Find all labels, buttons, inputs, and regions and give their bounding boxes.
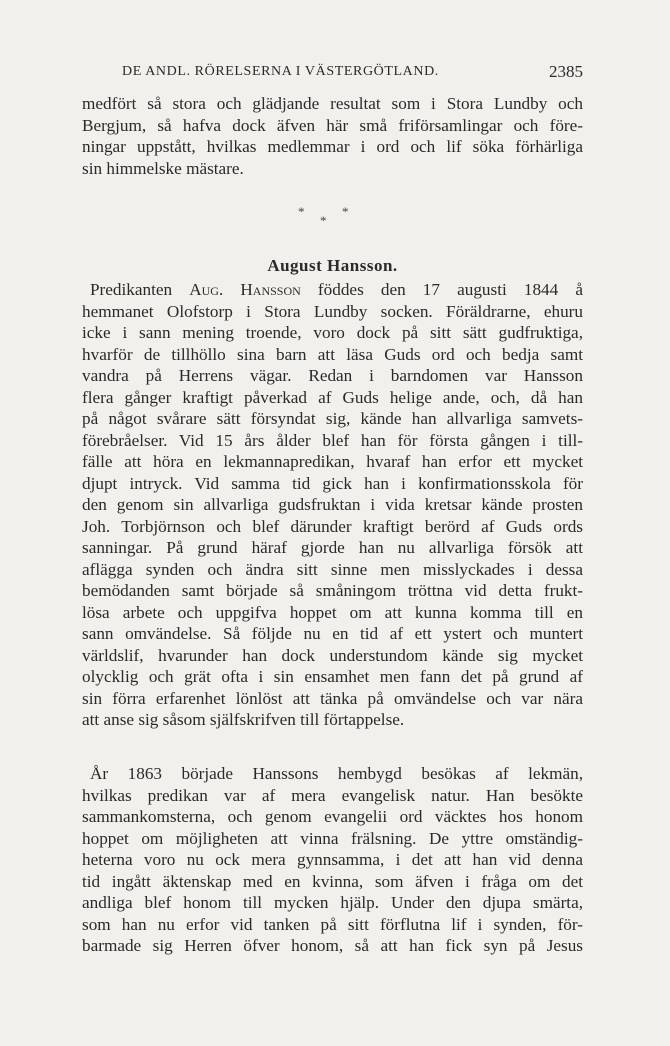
text-line: barmade sig Herren öfver honom, så att han fick syn på Jesus <box>82 936 583 955</box>
text-line: heterna voro nu ock mera gynnsamma, i det att han vid denna <box>82 850 583 869</box>
text-line: lösa arbete och uppgifva hoppet om att kunna komma till en <box>82 602 583 622</box>
text-line: som han nu erfor vid tanken på sitt förflutna lif i synden, för- <box>82 914 583 934</box>
paragraph-3 <box>82 763 583 957</box>
text-line: tid ingått äktenskap med en kvinna, som äfven i fråga om det <box>82 871 583 891</box>
asterisk: * <box>342 204 349 219</box>
text-line: hemmanet Olofstorp i Stora Lundby socken. Föräldrarne, ehuru <box>82 301 583 321</box>
running-head <box>82 62 583 84</box>
text-line: bemödanden samt började så småningom tröttna vid detta frukt- <box>82 581 583 600</box>
text-line: djupt intryck. Vid samma tid gick han i konfirmationsskola för <box>82 473 583 493</box>
text-fragment: Predikanten <box>90 280 190 299</box>
text-line: sammankomsterna, och genom evangelii ord väcktes hos honom <box>82 807 583 826</box>
text-line: flera gånger kraftigt påverkad af Guds helige ande, och, då han <box>82 387 583 407</box>
text-line: olycklig och grät ofta i sin ensamhet men fann det på grund af <box>82 667 583 686</box>
text-line <box>82 279 583 301</box>
text-line: hoppet om möjligheten att vinna frälsning. De yttre omständig- <box>82 828 583 848</box>
asterisk: * <box>298 204 305 219</box>
text-line: världslif, hvarunder han dock understundom kände sig mycket <box>82 645 583 665</box>
text-line: Joh. Torbjörnson och blef därunder kraftigt berörd af Guds ords <box>82 516 583 536</box>
person-name: Aug. Hansson <box>189 280 301 299</box>
section-heading: August Hansson. <box>267 256 398 275</box>
text-line: vandra på Herrens vägar. Redan i barndomen var Hansson <box>82 366 583 385</box>
paragraph-2 <box>82 279 583 731</box>
page-number: 2385 <box>549 62 583 81</box>
text-line: sanningar. På grund häraf gjorde han nu allvarliga försök att <box>82 538 583 557</box>
text-line: andliga blef honom till mycken hjälp. Under den djupa smärta, <box>82 893 583 912</box>
text-line: förebråelser. Vid 15 års ålder blef han för första gången i till- <box>82 430 583 450</box>
text-line: icke i sann mening troende, voro dock på sitt sätt gudfruktiga, <box>82 323 583 342</box>
text-line: sin himmelske mästare. <box>82 158 244 178</box>
text-line: den genom sin allvarliga gudsfruktan i vida kretsar kände prosten <box>82 495 583 514</box>
text-line: ningar uppstått, hvilkas medlemmar i ord och lif söka förhärliga <box>82 137 583 156</box>
text-line: År 1863 började Hanssons hembygd besökas af lekmän, <box>90 764 583 783</box>
text-line: på något svårare sätt försyndat sig, kände han allvarliga samvets- <box>82 409 583 428</box>
text-line: hvarför de tillhöllo sina barn att läsa Guds ord och bedja samt <box>82 344 583 364</box>
text-line: sin förra erfarenhet lönlöst att tänka på omvändelse och var nära <box>82 688 583 708</box>
text-line: hvilkas predikan var af mera evangelisk natur. Han besökte <box>82 785 583 805</box>
paragraph-1 <box>82 93 583 179</box>
text-line: att anse sig såsom själfskrifven till förtappelse. <box>82 710 405 729</box>
asterisk: * <box>320 213 327 228</box>
text-line: medfört så stora och glädjande resultat som i Stora Lundby och <box>82 94 583 113</box>
text-line: aflägga synden och ändra sitt sinne men misslyckades i dessa <box>82 559 583 579</box>
text-line: fälle att höra en lekmannapredikan, hvaraf han erfor ett mycket <box>82 452 583 471</box>
text-line: sann omvändelse. Så följde nu en tid af ett ystert och muntert <box>82 624 583 643</box>
text-fragment: föddes den 17 augusti 1844 å <box>300 280 583 299</box>
text-line: Bergjum, så hafva dock äfven här små friförsamlingar och före- <box>82 115 583 135</box>
running-head-title: DE ANDL. RÖRELSERNA I VÄSTERGÖTLAND. <box>122 64 439 79</box>
